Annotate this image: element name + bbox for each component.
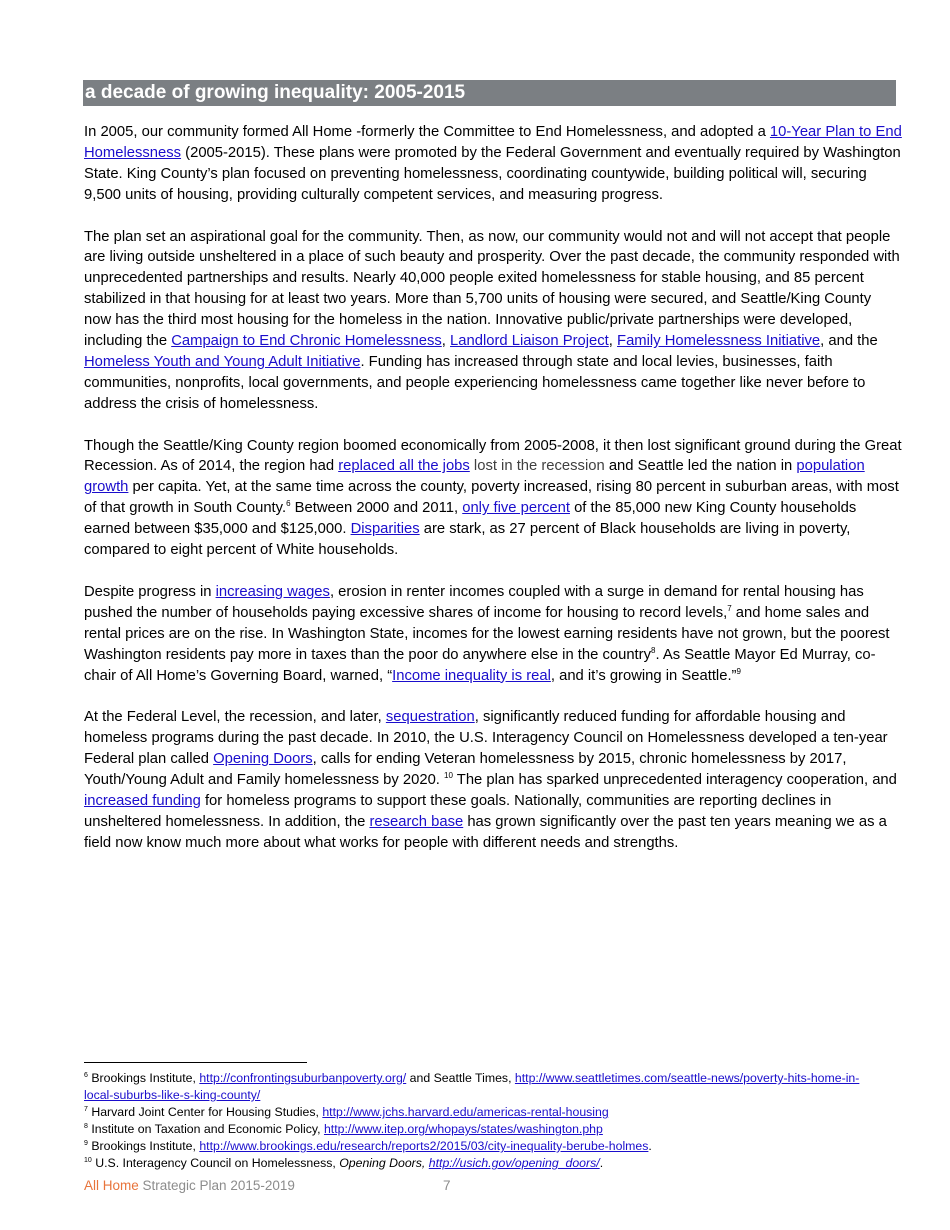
replaced-jobs-link[interactable]: replaced all the jobs (338, 458, 470, 475)
youth-young-adult-initiative-link[interactable]: Homeless Youth and Young Adult Initiative (84, 353, 361, 370)
opening-doors-link[interactable]: Opening Doors (213, 751, 313, 768)
family-homelessness-initiative-link[interactable]: Family Homelessness Initiative (617, 333, 821, 350)
disparities-link[interactable]: Disparities (350, 521, 420, 538)
footnote-7: $^7$ Harvard Joint Center for Housing Studies, http://www.jchs.harvard.edu/americas-rental-housing (84, 1105, 609, 1119)
footnote-ref-8: 8 (651, 645, 656, 655)
ten-year-plan-link[interactable]: 10-Year Plan to End Homelessness (84, 124, 902, 161)
population-growth-link[interactable]: population growth (84, 458, 865, 496)
footnote-ref-9: 9 (736, 666, 741, 676)
only-five-percent-link[interactable]: only five percent (462, 500, 570, 517)
footer-title: Strategic Plan 2015-2019 (138, 1178, 295, 1193)
footnote-6-link-2[interactable]: http://www.seattletimes.com/seattle-news/poverty-hits-home-in-local-suburbs-like-s-king-county/ (84, 1071, 860, 1102)
chronic-homelessness-campaign-link[interactable]: Campaign to End Chronic Homelessness (171, 333, 442, 350)
paragraph-3: Though the Seattle/King County region boomed economically from 2005-2008, it then lost significant ground during the Great Recession. As of 2014, the region had replaced all the jobs lost in the recession and Seattle led the nation in population growth per capita. Yet, at the same time across the county, poverty increased, rising 80 percent in suburban areas, with most of that growth in South County.$^6$ Between 2000 and 2011, only five percent of the 85,000 new King County households earned between $35,000 and $125,000. Disparities are stark, as 27 percent of Black households are living in poverty, compared to eight percent of White households. (84, 437, 902, 559)
footnote-separator (84, 1062, 307, 1063)
income-inequality-link[interactable]: Income inequality is real (392, 667, 551, 684)
sequestration-link[interactable]: sequestration (385, 709, 475, 726)
footnote-ref-10: 10 (444, 771, 453, 781)
increasing-wages-link[interactable]: increasing wages (215, 583, 330, 600)
research-base-link[interactable]: research base (369, 813, 464, 830)
paragraph-5: At the Federal Level, the recession, and later, sequestration, significantly reduced funding for affordable housing and homeless programs during the past decade. In 2010, the U.S. Interagency Council on Homelessness developed a ten-year Federal plan called Opening Doors, calls for ending Veteran homelessness by 2015, chronic homelessness by 2017, Youth/Young Adult and Family homelessness by 2020. $^{10}$ The plan has sparked unprecedented interagency cooperation, and increased funding for homeless programs to support these goals. Nationally, communities are reporting declines in unsheltered homelessness. In addition, the research base has grown significantly over the past ten years meaning we as a field now know much more about what works for people with different needs and strengths. (84, 709, 897, 851)
increased-funding-link[interactable]: increased funding (84, 792, 201, 809)
paragraph-2: The plan set an aspirational goal for the community. Then, as now, our community would not and will not accept that people are living outside unsheltered in a place of such beauty and prosperity. Over the past decade, the community responded with unprecedented partnerships and results. Nearly 40,000 people exited homelessness for stable housing, and 85 percent stabilized in that housing for at least two years. More than 5,700 units of housing were secured, and Seattle/King County now has the third most housing for the homeless in the nation. Innovative public/private partnerships were developed, including the Campaign to End Chronic Homelessness, Landlord Liaison Project, Family Homelessness Initiative, and the Homeless Youth and Young Adult Initiative. Funding has increased through state and local levies, businesses, faith communities, nonprofits, local governments, and people experiencing homelessness came together like never before to address the crisis of homelessness. (84, 228, 900, 412)
footnote-8: $^8$ Institute on Taxation and Economic Policy, http://www.itep.org/whopays/states/washington.php (84, 1122, 603, 1136)
paragraph-1: In 2005, our community formed All Home -formerly the Committee to End Homelessness, and adopted a 10-Year Plan to End Homelessness (2005-2015). These plans were promoted by the Federal Government and eventually required by Washington State. King County’s plan focused on preventing homelessness, coordinating countywide, building political will, securing 9,500 units of housing, providing culturally competent services, and measuring progress. (84, 124, 902, 203)
footnote-6: $^6$ Brookings Institute, http://confrontingsuburbanpoverty.org/ and Seattle Times, http://www.seattletimes.com/seattle-news/poverty-hits-home-in-local-suburbs-like-s-king-county/ (84, 1071, 860, 1102)
footnote-10-link[interactable]: http://usich.gov/opening_doors/ (428, 1156, 600, 1170)
footnote-9: $^9$ Brookings Institute, http://www.brookings.edu/research/reports2/2015/03/city-inequality-berube-holmes. (84, 1139, 652, 1153)
footnote-9-link[interactable]: http://www.brookings.edu/research/reports2/2015/03/city-inequality-berube-holmes (199, 1139, 649, 1153)
page-number: 7 (443, 1178, 451, 1193)
footnote-ref-7: 7 (727, 603, 732, 613)
footnote-6-link-1[interactable]: http://confrontingsuburbanpoverty.org/ (199, 1071, 407, 1085)
body-text (84, 122, 902, 875)
footnotes (84, 1070, 884, 1172)
landlord-liaison-project-link[interactable]: Landlord Liaison Project (450, 333, 609, 350)
footnote-ref-6: 6 (286, 499, 291, 509)
footer-brand: All Home (84, 1178, 139, 1193)
section-heading: a decade of growing inequality: 2005-2015 (83, 80, 896, 106)
page-footer (84, 1178, 451, 1193)
paragraph-4: Despite progress in increasing wages, erosion in renter incomes coupled with a surge in demand for rental housing has pushed the number of households paying excessive shares of income for housing to record levels,$^7$ and home sales and rental prices are on the rise. In Washington State, incomes for the lowest earning residents have not grown, but the poorest Washington residents pay more in taxes than the poor do anywhere else in the country$^8$. As Seattle Mayor Ed Murray, co-chair of All Home’s Governing Board, warned, “Income inequality is real, and it’s growing in Seattle.”$^9$ (84, 583, 890, 684)
footnote-10: $^{10}$ U.S. Interagency Council on Homelessness, Opening Doors, http://usich.gov/opening_doors/. (84, 1156, 604, 1170)
footnote-7-link[interactable]: http://www.jchs.harvard.edu/americas-rental-housing (322, 1105, 609, 1119)
footnote-8-link[interactable]: http://www.itep.org/whopays/states/washington.php (323, 1122, 603, 1136)
